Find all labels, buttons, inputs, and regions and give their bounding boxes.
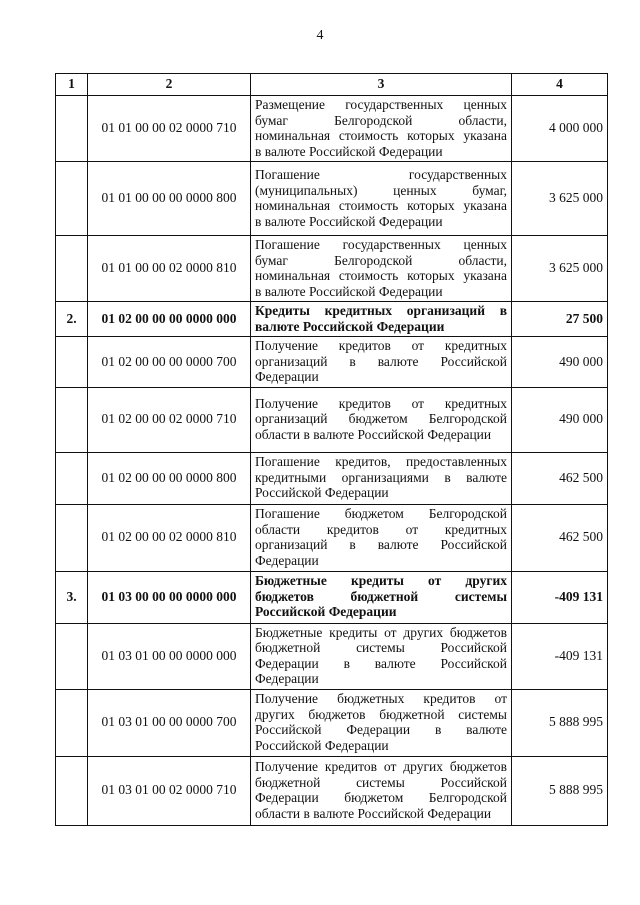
row-number-cell bbox=[56, 96, 88, 162]
description-line: (муниципальных) ценных бумаг, bbox=[255, 182, 507, 198]
classification-code-cell: 01 03 01 00 02 0000 710 bbox=[88, 756, 251, 825]
row-number-cell: 3. bbox=[56, 571, 88, 623]
classification-code-cell: 01 01 00 00 00 0000 800 bbox=[88, 162, 251, 236]
description-line: номинальная стоимость которых указана bbox=[255, 268, 507, 283]
classification-code-cell: 01 03 01 00 00 0000 000 bbox=[88, 623, 251, 689]
description-line: номинальная стоимость которых указана bbox=[255, 198, 507, 213]
description-line: Получение бюджетных кредитов от bbox=[255, 691, 507, 706]
row-number-cell: 2. bbox=[56, 302, 88, 337]
description-line: Получение кредитов от кредитных bbox=[255, 395, 507, 411]
description-line: Российской Федерации bbox=[255, 737, 389, 753]
description-line: номинальная стоимость которых указана bbox=[255, 128, 507, 143]
description-cell bbox=[251, 96, 512, 162]
description-line: в валюте Российской Федерации bbox=[255, 213, 443, 229]
classification-code-cell: 01 03 00 00 00 0000 000 bbox=[88, 571, 251, 623]
amount-cell: 462 500 bbox=[512, 504, 608, 571]
amount-cell: -409 131 bbox=[512, 571, 608, 623]
description-line: Бюджетные кредиты от других бюджетов bbox=[255, 624, 507, 640]
amount-cell: 490 000 bbox=[512, 337, 608, 388]
classification-code-cell: 01 03 01 00 00 0000 700 bbox=[88, 689, 251, 756]
description-line: Российской Федерации bbox=[255, 604, 397, 620]
description-line: валюте Российской Федерации bbox=[255, 318, 445, 334]
row-number-cell bbox=[56, 387, 88, 452]
amount-cell: 3 625 000 bbox=[512, 236, 608, 302]
description-line: Погашение кредитов, предоставленных bbox=[255, 454, 507, 470]
row-number-cell bbox=[56, 504, 88, 571]
row-number-cell bbox=[56, 623, 88, 689]
amount-cell: 5 888 995 bbox=[512, 756, 608, 825]
description-cell bbox=[251, 623, 512, 689]
column-header-3: 3 bbox=[251, 74, 512, 96]
amount-cell: 5 888 995 bbox=[512, 689, 608, 756]
row-number-cell bbox=[56, 162, 88, 236]
budget-sources-table bbox=[55, 73, 608, 826]
description-line: в валюте Российской Федерации bbox=[255, 143, 443, 159]
column-header-4: 4 bbox=[512, 74, 608, 96]
description-cell bbox=[251, 387, 512, 452]
page-number: 4 bbox=[316, 28, 324, 43]
description-cell bbox=[251, 236, 512, 302]
description-cell bbox=[251, 162, 512, 236]
table-row bbox=[56, 756, 608, 825]
amount-cell: 3 625 000 bbox=[512, 162, 608, 236]
table-row bbox=[56, 387, 608, 452]
row-number-cell bbox=[56, 337, 88, 388]
classification-code-cell: 01 02 00 00 00 0000 000 bbox=[88, 302, 251, 337]
description-line: других бюджетов бюджетной системы bbox=[255, 706, 507, 722]
amount-cell: -409 131 bbox=[512, 623, 608, 689]
table-row bbox=[56, 689, 608, 756]
table-row bbox=[56, 162, 608, 236]
column-header-1: 1 bbox=[56, 74, 88, 96]
table-header-row bbox=[56, 74, 608, 96]
description-line: Кредиты кредитных организаций в bbox=[255, 303, 507, 318]
description-line: области в валюте Российской Федерации bbox=[255, 805, 492, 821]
description-line: Федерации bbox=[255, 552, 319, 568]
description-cell bbox=[251, 302, 512, 337]
row-number-cell bbox=[56, 689, 88, 756]
classification-code-cell: 01 01 00 00 02 0000 710 bbox=[88, 96, 251, 162]
table-row bbox=[56, 623, 608, 689]
table-row bbox=[56, 571, 608, 623]
description-line: организаций бюджетом Белгородской bbox=[255, 411, 507, 427]
table-row bbox=[56, 337, 608, 388]
description-line: Размещение государственных ценных bbox=[255, 97, 507, 112]
description-line: Бюджетные кредиты от других bbox=[255, 573, 507, 589]
table-row bbox=[56, 302, 608, 337]
description-cell bbox=[251, 337, 512, 388]
classification-code-cell: 01 02 00 00 02 0000 810 bbox=[88, 504, 251, 571]
description-cell bbox=[251, 756, 512, 825]
description-line: в валюте Российской Федерации bbox=[255, 283, 443, 299]
column-header-2: 2 bbox=[88, 74, 251, 96]
table-row bbox=[56, 452, 608, 504]
description-cell bbox=[251, 571, 512, 623]
classification-code-cell: 01 01 00 00 02 0000 810 bbox=[88, 236, 251, 302]
description-line: организаций в валюте Российской bbox=[255, 353, 507, 369]
description-cell bbox=[251, 689, 512, 756]
description-line: кредитными организациями в валюте bbox=[255, 469, 507, 485]
description-line: Федерации бюджетом Белгородской bbox=[255, 790, 507, 805]
row-number-cell bbox=[56, 756, 88, 825]
description-line: Федерации bbox=[255, 369, 319, 384]
description-line: бумаг Белгородской области, bbox=[255, 252, 507, 268]
description-line: бумаг Белгородской области, bbox=[255, 112, 507, 128]
description-line: Получение кредитов от других бюджетов bbox=[255, 759, 507, 774]
classification-code-cell: 01 02 00 00 00 0000 800 bbox=[88, 452, 251, 504]
description-line: Погашение государственных ценных bbox=[255, 237, 507, 252]
description-line: Российской Федерации bbox=[255, 485, 389, 501]
amount-cell: 27 500 bbox=[512, 302, 608, 337]
description-line: Федерации bbox=[255, 671, 319, 686]
description-line: Погашение государственных bbox=[255, 167, 507, 182]
description-line: бюджетной системы Российской bbox=[255, 774, 507, 790]
table-row bbox=[56, 96, 608, 162]
table-row bbox=[56, 236, 608, 302]
classification-code-cell: 01 02 00 00 00 0000 700 bbox=[88, 337, 251, 388]
description-line: бюджетной системы Российской bbox=[255, 640, 507, 655]
description-line: Погашение бюджетом Белгородской bbox=[255, 506, 507, 521]
description-cell bbox=[251, 452, 512, 504]
description-line: Получение кредитов от кредитных bbox=[255, 338, 507, 353]
description-cell bbox=[251, 504, 512, 571]
description-line: области в валюте Российской Федерации bbox=[255, 426, 492, 442]
description-line: организаций в валюте Российской bbox=[255, 537, 507, 552]
amount-cell: 4 000 000 bbox=[512, 96, 608, 162]
description-line: Российской Федерации в валюте bbox=[255, 722, 507, 737]
table-row bbox=[56, 504, 608, 571]
row-number-cell bbox=[56, 236, 88, 302]
amount-cell: 490 000 bbox=[512, 387, 608, 452]
description-line: бюджетов бюджетной системы bbox=[255, 588, 507, 604]
classification-code-cell: 01 02 00 00 02 0000 710 bbox=[88, 387, 251, 452]
description-line: области кредитов от кредитных bbox=[255, 521, 507, 537]
description-line: Федерации в валюте Российской bbox=[255, 655, 507, 671]
amount-cell: 462 500 bbox=[512, 452, 608, 504]
row-number-cell bbox=[56, 452, 88, 504]
